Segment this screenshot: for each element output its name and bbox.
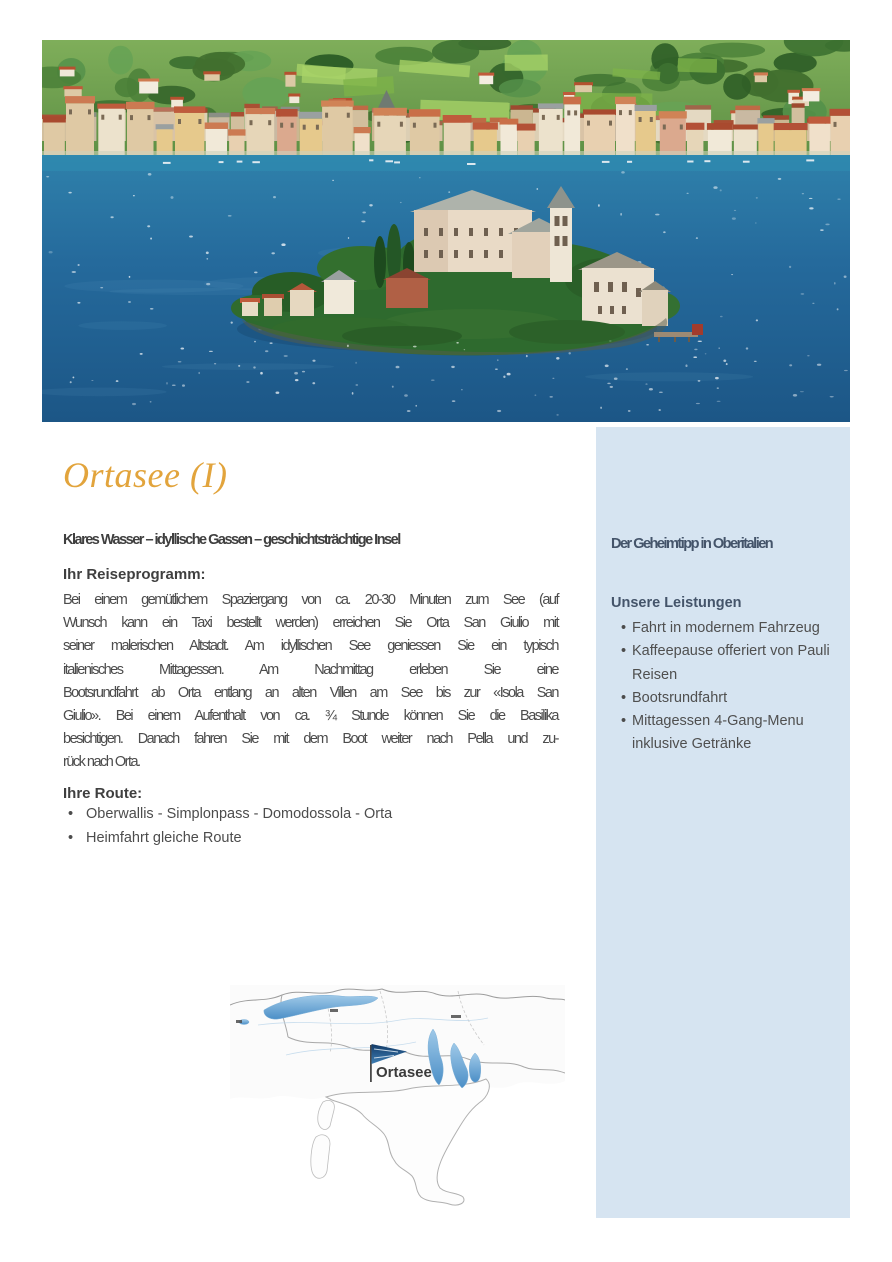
service-item [611, 687, 835, 710]
lake-photo [42, 40, 850, 422]
info-sidebar [596, 427, 850, 1218]
service-item-label: • Mittagessen 4-Gang-Menu inklusive Getränke [632, 713, 804, 753]
village-illustration [42, 40, 850, 160]
sidebar-tagline: Der Geheimtipp in Oberitalien [611, 536, 773, 552]
route-item-label: • Oberwallis - Simplonpass - Domodossola - Orta [86, 806, 393, 822]
route-item-label: • Heimfahrt gleiche Route [86, 829, 242, 846]
service-item [611, 710, 835, 757]
program-heading: Ihr Reiseprogramm: [63, 566, 206, 583]
corsica-outline [318, 1100, 335, 1129]
paragraph-line: italienisches Mittagessen. Am Nachmittag erleben Sie eine [63, 661, 558, 678]
route-item [63, 803, 558, 827]
service-item-label: • Kaffeepause offeriert von Pauli Reisen [632, 643, 830, 683]
services-list [611, 617, 835, 757]
services-heading: Unsere Leistungen [611, 595, 742, 611]
paragraph-line: Wunsch kann ein Taxi bestellt werden) erreichen Sie Orta San Giulio mit [63, 615, 558, 632]
paragraph-line: Giulio». Bei einem Aufenthalt von ca. ¾ Stunde können Sie die Basilika [63, 707, 558, 724]
italy-outline [326, 1079, 489, 1205]
lake-photo-illustration [42, 40, 850, 422]
paragraph-line: seiner malerischen Altstadt. Am idyllischen See geniessen Sie ein typisch [63, 638, 558, 655]
route-heading: Ihre Route: [63, 785, 143, 802]
paragraph-line: Bootsrundfahrt ab Orta entlang an alten Villen am See bis zur «Isola San [63, 684, 558, 701]
paragraph-line: Bei einem gemütlichem Spaziergang von ca. 20-30 Minuten zum See (auf [63, 592, 558, 608]
paragraph-line: rück nach Orta. [63, 754, 140, 771]
sardinia-outline [311, 1135, 330, 1178]
location-map [230, 985, 565, 1207]
service-item-label: • Bootsrundfahrt [632, 689, 728, 706]
service-item [611, 640, 835, 687]
route-list [63, 803, 558, 850]
program-paragraph [63, 589, 558, 775]
service-item [611, 617, 835, 640]
route-item [63, 827, 558, 851]
map-flag-label: Ortasee [376, 1064, 432, 1081]
page-title: Ortasee (I) [63, 455, 228, 495]
italy-map-illustration [230, 985, 565, 1207]
service-item-label: • Fahrt in modernem Fahrzeug [632, 620, 820, 636]
subtitle: Klares Wasser – idyllische Gassen – geschichtsträchtige Insel [63, 532, 400, 548]
alps-landmass [230, 985, 565, 1099]
paragraph-line: besichtigen. Danach fahren Sie mit dem Boot weiter nach Pella und zu- [63, 731, 558, 748]
